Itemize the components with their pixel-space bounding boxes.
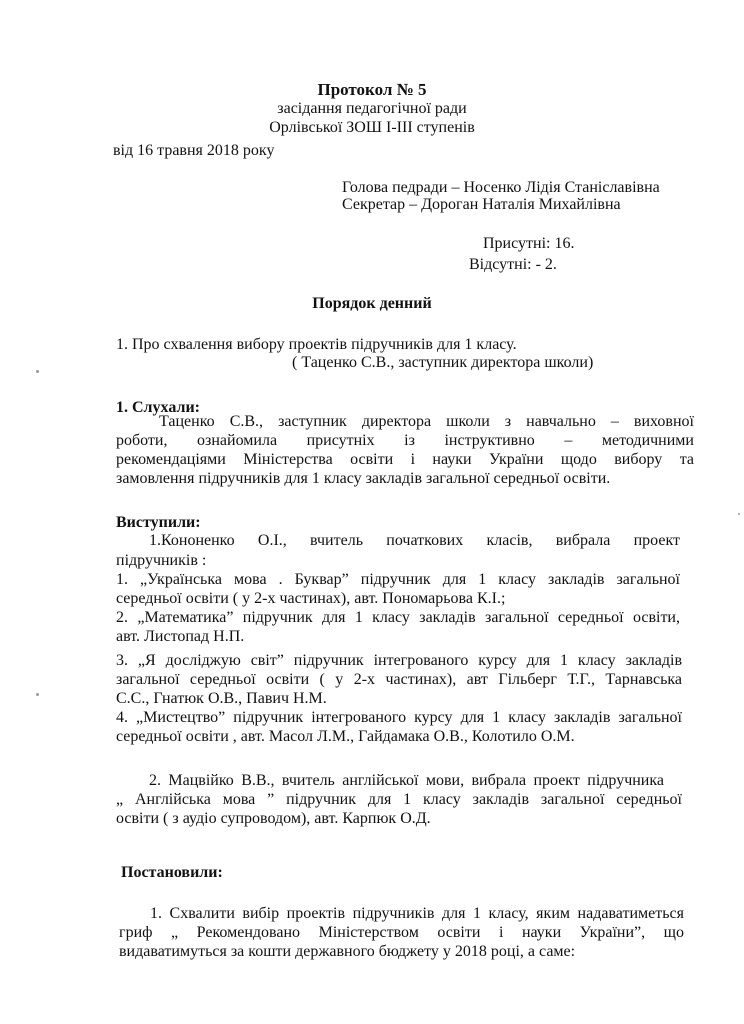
speaker2-line-2: „ Англійська мова ” підручник для 1 класу закладів загальної середньої [116, 791, 682, 808]
speaker1-line-1: 1.Кононенко О.І., вчитель початкових класів, вибрала проект [149, 532, 680, 549]
heard-line-2: роботи, ознайомила присутніх із інструктивно – методичними [116, 432, 694, 449]
decided-line-1: 1. Схвалити вибір проектів підручників для 1 класу, яким надаватиметься [150, 905, 684, 922]
document-date: від 16 травня 2018 року [113, 142, 275, 159]
speaker2-line-1: 2. Мацвійко В.В., вчитель англійської мови, вибрала проект підручника [149, 772, 664, 789]
agenda-item-1: 1. Про схвалення вибору проектів підручників для 1 класу. [116, 336, 517, 353]
decided-line-3: видаватимуться за кошти державного бюджету у 2018 році, а саме: [119, 943, 576, 960]
document-title: Протокол № 5 [317, 80, 427, 99]
book-1-line-1: 1. „Українська мова . Буквар” підручник для 1 класу закладів загальної [116, 571, 680, 588]
heard-line-4: замовлення підручників для 1 класу закладів загальної середньої освіти. [116, 470, 611, 487]
agenda-item-1-speaker: ( Таценко С.В., заступник директора школи) [292, 354, 594, 371]
document-subtitle-council: засідання педагогічної ради [277, 100, 467, 117]
heard-line-1: Таценко С.В., заступник директора школи з навчально – виховної [159, 413, 694, 430]
scan-speck [36, 693, 39, 696]
speaker1-line-2: підручників : [116, 552, 207, 569]
decided-heading: Постановили: [121, 864, 223, 881]
absent-count: Відсутні: - 2. [469, 256, 557, 273]
speeches-heading: Виступили: [116, 514, 201, 531]
book-4-line-1: 4. „Мистецтво” підручник інтегрованого курсу для 1 класу закладів загальної [116, 709, 682, 726]
agenda-heading: Порядок денний [312, 295, 432, 312]
speaker2-line-3: освіти ( з аудіо супроводом), авт. Карпюк О.Д. [116, 810, 431, 827]
secretary-line: Секретар – Дороган Наталія Михайлівна [342, 196, 621, 213]
heard-heading: 1. Слухали: [116, 399, 200, 416]
decided-line-2: гриф „ Рекомендовано Міністерством освіти і науки України”, що [119, 924, 684, 941]
present-count: Присутні: 16. [483, 235, 575, 252]
book-3-line-1: 3. „Я досліджую світ” підручник інтегрованого курсу для 1 класу закладів [116, 652, 682, 669]
book-2-line-2: авт. Листопад Н.П. [116, 628, 245, 645]
book-1-line-2: середньої освіти ( у 2-х частинах), авт. Пономарьова К.І.; [116, 590, 506, 607]
book-2-line-1: 2. „Математика” підручник для 1 класу закладів загальної середньої освіти, [116, 609, 680, 626]
book-4-line-2: середньої освіти , авт. Масол Л.М., Гайдамака О.В., Колотило О.М. [116, 728, 575, 745]
chair-line: Голова педради – Носенко Лідія Станіславівна [342, 179, 660, 196]
scan-speck [738, 513, 740, 515]
scan-speck [36, 370, 39, 373]
heard-line-3: рекомендаціями Міністерства освіти і науки України щодо вибору та [116, 451, 694, 468]
book-3-line-2: загальної середньої освіти ( у 2-х частинах), авт Гільберг Т.Г., Тарнавська [116, 671, 682, 688]
book-3-line-3: С.С., Гнатюк О.В., Павич Н.М. [116, 690, 327, 707]
document-subtitle-school: Орлівської ЗОШ І-ІІІ ступенів [269, 119, 475, 136]
